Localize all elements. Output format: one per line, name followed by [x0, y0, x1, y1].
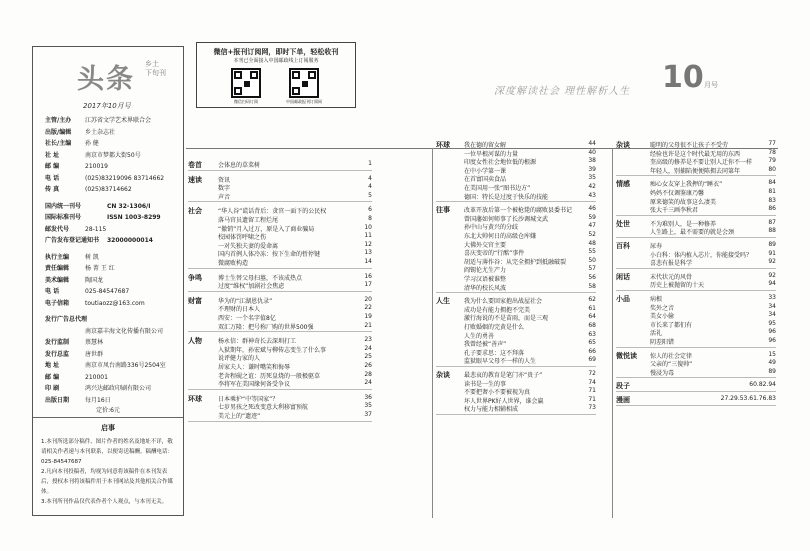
toc-page-number: 61 — [588, 304, 596, 312]
toc-item-title[interactable]: 在中小学第一课 — [464, 167, 507, 175]
masthead-row — [45, 115, 183, 127]
toc-page-number: 10 — [364, 223, 372, 231]
masthead-key — [45, 326, 85, 338]
masthead-row — [45, 349, 183, 361]
masthead-key: 发行广告总代理 — [45, 316, 88, 323]
toc-item-title[interactable]: 小白科：体内植入芯片，你能接受吗？ — [650, 251, 753, 259]
masthead-value: 32000000014 — [107, 237, 153, 244]
masthead-value: 210019 — [85, 163, 108, 170]
toc-section-divider — [436, 292, 596, 293]
toc-item-title[interactable]: 声音 — [218, 193, 231, 201]
masthead-key: 地 址 — [45, 362, 60, 369]
toc-page-number: 89 — [768, 367, 776, 375]
toc-item-title[interactable]: 不要把奢小不要被视为真 — [464, 389, 531, 397]
toc-section-label: 社会 — [188, 207, 202, 216]
masthead-row — [45, 224, 183, 236]
toc-item-title[interactable]: 我曾经被“善声” — [464, 341, 507, 349]
toc-page-number: 72 — [588, 370, 596, 377]
toc-item-title[interactable]: 人生的勇善 — [464, 332, 495, 340]
toc-page-number: 63 — [588, 330, 596, 338]
toc-page-number: 68 — [588, 322, 596, 329]
toc-page-number: 65 — [588, 339, 596, 347]
toc-section-label: 闲话 — [616, 272, 630, 281]
toc-item-title[interactable]: 痴心女友穿上我押的“睡衣” — [650, 181, 723, 189]
toc-item-title[interactable]: 阎锡伦尤生产力 — [464, 267, 507, 275]
toc-item-title[interactable]: 阴差阳错 — [650, 339, 675, 346]
toc-item-title[interactable]: 不理财的日本人 — [218, 306, 261, 314]
toc-section-label: 速读 — [188, 175, 202, 184]
toc-section-divider — [616, 347, 776, 348]
column-divider-1 — [432, 148, 433, 518]
toc-item-title[interactable]: 过度“维权”加剧社会焦虑 — [218, 283, 285, 291]
toc-item-title[interactable]: 改革开放后第一个被枪毙的腐败县委书记 — [464, 207, 573, 215]
masthead-row — [45, 201, 183, 213]
toc-item-title[interactable]: 德国：特长是过度于快乐的技能 — [464, 193, 549, 201]
toc-page-number: 86 — [768, 205, 776, 213]
masthead-row — [45, 298, 183, 310]
toc-item-title[interactable]: 人生路上，最不需要的就是会颈 — [650, 229, 735, 237]
toc-page-number: 28 — [364, 370, 372, 378]
toc-item-title[interactable]: 惊人的社会定律 — [650, 352, 693, 360]
masthead-key: 出版日期 — [45, 396, 70, 404]
toc-item-title[interactable]: 校园体罚呼啸之伤 — [218, 234, 267, 242]
toc-item-title[interactable]: 年轻人，别捕陷便便陈拥去同第年 — [650, 167, 741, 175]
masthead-key: 出版/编辑 — [45, 128, 72, 136]
masthead-row — [45, 161, 183, 173]
masthead-key: 美术编辑 — [45, 276, 70, 284]
toc-page-number: 19 — [364, 313, 372, 320]
toc-section-label: 百科 — [616, 242, 630, 250]
masthead-row — [45, 127, 183, 139]
toc-page-number: 92 — [768, 258, 776, 266]
tagline: 深度解读社会 理性解析人生 — [494, 86, 631, 97]
masthead-row — [45, 138, 183, 150]
toc-section-divider — [188, 291, 372, 292]
masthead-value: 南京嘉丰海文化传播有限公司 — [85, 327, 164, 335]
masthead-key: 印 刷 — [45, 385, 60, 392]
toc-item-title[interactable]: 一对失独夫妻的爱命离 — [218, 242, 279, 250]
toc-item-title[interactable]: 打败婚姻的完黄是什么 — [464, 324, 525, 331]
toc-section-divider — [436, 201, 596, 202]
masthead-value: 鸿兴达邮政印刷有限公司 — [85, 385, 152, 392]
toc-page-number: 87 — [768, 218, 776, 226]
toc-item-title[interactable]: 落马官员遗留工程烂尾 — [218, 217, 279, 224]
toc-page-number: 91 — [768, 249, 776, 257]
toc-page-number: 4 — [368, 183, 372, 191]
masthead-key: 邮 编 — [45, 163, 60, 170]
toc-item-title[interactable]: 大佛外交官主要 — [464, 241, 507, 249]
toc-item-title[interactable]: 入狱期年，孙宏斌与柳传志变生了什么事 — [218, 346, 327, 354]
toc-page-number: 38 — [588, 157, 596, 165]
logo-sub: 乡土 — [145, 60, 159, 68]
column-divider-2 — [612, 148, 613, 518]
toc-item-title[interactable]: 权力与能力相辅相成 — [464, 406, 519, 414]
magazine-logo: 头条 — [77, 64, 135, 95]
masthead-row — [45, 326, 183, 338]
toc-section-divider — [616, 175, 776, 176]
toc-item-title[interactable]: 在美国用一张“图书边方” — [464, 185, 531, 192]
masthead-panel — [32, 46, 184, 516]
toc-page-number: 1 — [368, 160, 372, 167]
toc-page-number: 24 — [364, 379, 372, 387]
toc-page-number: 64 — [588, 313, 596, 321]
masthead-value: 每月16日 — [85, 396, 111, 404]
toc-item-title[interactable]: 市长来了都们有 — [650, 321, 693, 329]
toc-page-number: 48 — [588, 239, 596, 247]
toc-page-number: 71 — [588, 395, 596, 403]
masthead-key: 传 真 — [45, 186, 60, 193]
toc-page-number: 44 — [588, 140, 596, 147]
masthead-value: 江苏省文学艺术界联合会 — [85, 117, 152, 124]
toc-section-divider — [188, 170, 372, 171]
toc-item-title[interactable]: 华为的“江湖恩仇录” — [218, 297, 273, 305]
toc-item-title[interactable]: 居家夫人：谦时嘴笑和侮辱 — [218, 364, 291, 371]
masthead-value: 唐世群 — [85, 350, 104, 358]
toc-page-number: 21 — [364, 321, 372, 329]
toc-page-number: 78 — [768, 148, 776, 156]
masthead-key: 国内统一刊号 — [45, 202, 82, 210]
masthead-key: 电 话 — [45, 174, 60, 182]
toc-page-number: 52 — [588, 231, 596, 238]
masthead-value: 蔡慧林 — [85, 339, 104, 346]
toc-item-title[interactable]: 七岁男孩之死改变意大利移富预航 — [218, 404, 309, 412]
toc-item-title[interactable]: 李将军在美国缘何备受争议 — [218, 381, 291, 389]
toc-section-label: 杂谈 — [616, 141, 630, 149]
toc-page-number: 59 — [588, 213, 596, 221]
toc-item-title[interactable]: “撤销”月入过万，原是入了商业骗局 — [218, 225, 315, 233]
toc-item-title[interactable]: 博士生替父母扫墓，不该成热点 — [218, 274, 303, 282]
toc-item-title[interactable]: 杨永信：群神奇长去深圳打工 — [218, 338, 297, 346]
toc-page-number: 71 — [588, 387, 596, 395]
issue-date: 2017年10月号 — [83, 102, 131, 110]
toc-page-number: 4 — [368, 174, 372, 182]
toc-item-title[interactable]: 父亲的“三傻帅” — [650, 361, 693, 369]
toc-item-title[interactable]: “华人谷”谎话背后：贪官一面下的公民权 — [218, 208, 327, 216]
toc-item-title[interactable]: 国内首例人体冷冻：按下生命的暂停键 — [218, 251, 321, 259]
toc-page-number: 83 — [768, 196, 776, 204]
masthead-value: 孙 健 — [85, 140, 99, 147]
toc-item-title[interactable]: 孙中山与黄兴的分歧 — [464, 224, 519, 232]
toc-page-number: 77 — [768, 140, 776, 147]
qr-caption-2: 中国邮政报刊订阅网 — [286, 99, 322, 104]
toc-section-divider — [188, 421, 372, 422]
toc-item-title[interactable]: 尿寿 — [650, 243, 663, 250]
toc-section-divider — [188, 201, 372, 202]
masthead-key: 广告发布登记通知书 — [45, 237, 100, 244]
toc-page-number: 14 — [364, 258, 372, 265]
toc-item-title[interactable]: 我为什么要回家抱出战屋社会 — [464, 298, 543, 306]
toc-item-title[interactable]: 病根 — [650, 296, 663, 303]
toc-item-title[interactable]: 西安：一个名字值8亿 — [218, 315, 276, 322]
toc-page-number: 84 — [768, 179, 776, 187]
toc-section-divider — [616, 237, 776, 238]
toc-section-label: 情感 — [616, 180, 630, 189]
masthead-row — [45, 372, 183, 384]
toc-section-label: 处世 — [616, 219, 630, 228]
toc-section-divider — [436, 366, 596, 367]
toc-item-title[interactable]: 历史上被抛留的十天 — [650, 282, 705, 290]
toc-item-title[interactable]: 学习汉语被谁整 — [464, 276, 507, 283]
toc-page-number: 39 — [588, 165, 596, 173]
toc-page-number: 66 — [588, 347, 596, 355]
toc-page-number: 37 — [364, 411, 372, 418]
toc-item-title[interactable]: 奖外之音 — [650, 304, 675, 312]
toc-section-divider — [188, 331, 372, 332]
toc-section-label: 段子 — [616, 382, 630, 391]
toc-section-label: 杂谈 — [436, 371, 450, 379]
toc-section-divider — [616, 405, 776, 406]
toc-item-title[interactable]: 原来德笑的故事这么凄美 — [650, 198, 717, 206]
toc-page-number: 26 — [364, 362, 372, 369]
toc-page-number: 96 — [768, 337, 776, 344]
masthead-row — [45, 212, 183, 224]
toc-section-divider — [616, 391, 776, 392]
toc-page-number: 20 — [364, 295, 372, 303]
toc-page-number: 27.29.53.61.76.83 — [720, 395, 776, 402]
masthead-key: 电 话 — [45, 288, 60, 295]
toc-page-number: 24 — [364, 344, 372, 352]
toc-item-title[interactable]: 会体息的草菜树 — [218, 162, 261, 169]
masthead-row — [45, 383, 183, 395]
toc-item-title[interactable]: 在首富国卖食品 — [464, 176, 507, 184]
toc-page-number: 50 — [588, 256, 596, 264]
toc-section-divider — [616, 290, 776, 291]
toc-item-title[interactable]: 资讯 — [218, 176, 231, 184]
masthead-value: toutiaozz@163.com — [85, 299, 145, 307]
toc-item-title[interactable]: 清华的校长风波 — [464, 284, 507, 292]
toc-item-title[interactable]: 美元上的“遗迹” — [218, 413, 261, 420]
toc-page-number: 57 — [588, 265, 596, 273]
toc-page-number: 89 — [768, 241, 776, 248]
toc-item-title[interactable]: 东北大帅何日的高级仓库嫌 — [464, 233, 537, 240]
wechat-qr-code[interactable] — [231, 68, 261, 98]
toc-page-number: 88 — [768, 227, 776, 235]
masthead-row — [45, 150, 183, 162]
masthead-key: 发行总监 — [45, 350, 70, 358]
toc-item-title[interactable]: 双汇万隆：把号称厂购的世界500强 — [218, 323, 314, 331]
masthead-key: 执行主编 — [45, 253, 70, 261]
toc-page-number: 55 — [588, 248, 596, 256]
toc-page-number: 11 — [364, 232, 372, 240]
toc-page-number: 22 — [364, 304, 372, 312]
toc-section-divider — [616, 268, 776, 269]
toc-item-title[interactable]: 数字 — [218, 185, 231, 193]
masthead-key: 邮 编 — [45, 373, 60, 381]
toc-item-title[interactable]: 激行海说的不是苗雨，而是三观 — [464, 315, 549, 323]
subscription-qr-box — [196, 42, 356, 108]
month-unit: 月号 — [704, 81, 718, 89]
masthead-value: 树 凯 — [85, 253, 99, 261]
toc-item-title[interactable]: 张大千三画李秋君 — [650, 207, 699, 215]
masthead-value: 乡土杂志社 — [85, 128, 116, 136]
masthead-key: 国际标准刊号 — [45, 214, 82, 221]
toc-section-label: 往事 — [436, 206, 450, 215]
toc-item-title[interactable]: 读书是一生的事 — [464, 380, 507, 388]
masthead-value: ISSN 1003-8299 — [107, 214, 161, 221]
toc-item-title[interactable]: 美女小偷 — [650, 313, 675, 321]
postal-qr-code[interactable] — [289, 68, 319, 98]
masthead-row — [45, 173, 183, 185]
toc-page-number: 12 — [364, 240, 372, 248]
toc-page-number: 60.82.94 — [749, 381, 776, 389]
toc-page-number: 34 — [768, 311, 776, 319]
toc-section-label: 卷首 — [188, 161, 202, 169]
masthead-value — [107, 314, 183, 326]
toc-section-label: 微悦读 — [616, 351, 637, 360]
toc-section-divider — [188, 389, 372, 390]
toc-page-number: 16 — [364, 272, 372, 280]
masthead-key: 电子信箱 — [45, 299, 70, 307]
notice-title: 启事 — [101, 424, 115, 432]
toc-page-number: 56 — [588, 274, 596, 281]
toc-page-number: 40 — [588, 148, 596, 156]
toc-item-title[interactable]: 成功是有能力拥抱不完美 — [464, 306, 531, 314]
toc-item-title[interactable]: 经验也许是这个时代最无用的东西 — [650, 150, 741, 158]
masthead-value: 210001 — [85, 373, 108, 381]
toc-page-number: 13 — [364, 249, 372, 257]
masthead-key: 责任编辑 — [45, 265, 70, 272]
toc-section-label: 环球 — [436, 141, 450, 149]
month-number: 10 — [662, 60, 704, 95]
divider — [33, 417, 183, 418]
toc-page-number: 94 — [768, 280, 776, 288]
masthead-value: (025)83219096 83714662 — [85, 174, 165, 182]
toc-page-number: 43 — [588, 191, 596, 199]
toc-page-number: 8 — [368, 215, 372, 222]
masthead-value: 杨 菁 王 红 — [85, 265, 115, 272]
masthead-row — [45, 235, 183, 247]
toc-section-label: 财富 — [188, 296, 202, 305]
toc-page-number: 79 — [768, 157, 776, 165]
toc-item-title[interactable]: 坏人世界PK好人世界，谁会赢 — [464, 397, 544, 405]
qr-caption-1: 微信扫码订阅 — [234, 99, 258, 104]
masthead-credits — [45, 115, 183, 406]
toc-item-title[interactable]: 老舍程砚之谊：历死皇烧的一般极驱草 — [218, 372, 321, 380]
masthead-row — [45, 286, 183, 298]
toc-item-title[interactable]: 活礼 — [650, 330, 663, 338]
masthead-row — [45, 252, 183, 264]
masthead-row — [45, 337, 183, 349]
toc-page-number: 58 — [588, 282, 596, 290]
toc-item-title[interactable]: 一位旱根河谋的力量 — [464, 150, 519, 158]
toc-item-title[interactable]: 印度女性社会地位低的根源 — [464, 159, 537, 167]
toc-page-number: 47 — [588, 222, 596, 230]
toc-page-number: 49 — [768, 359, 776, 367]
toc-item-title[interactable]: 曾国藩如何师事了长沙调城文武 — [464, 215, 549, 223]
toc-page-number: 23 — [364, 336, 372, 344]
toc-item-title[interactable]: 说评健力家的人 — [218, 355, 261, 363]
qr-subtitle: 本刊已全面接入中国邮政线上订阅服务 — [233, 58, 319, 64]
toc-page-number: 95 — [768, 319, 776, 327]
masthead-key: 发行监制 — [45, 339, 70, 346]
toc-item-title[interactable]: 最悲哀的教育是笔门亦“贵子” — [464, 372, 543, 379]
toc-section-label: 人物 — [188, 337, 202, 346]
toc-item-title[interactable]: 微腐败构造 — [218, 260, 249, 267]
masthead-key: 主管/主办 — [45, 117, 72, 124]
masthead-key: 社 址 — [45, 151, 60, 159]
masthead-key: 社长/主编 — [45, 140, 72, 147]
masthead-value: 南京市梦都大街50号 — [85, 151, 141, 159]
masthead-value: 陶国龙 — [85, 276, 104, 284]
toc-item-title[interactable]: 监狱眼早父母不一样的人生 — [464, 358, 537, 366]
toc-page-number: 69 — [588, 356, 596, 364]
masthead-value: CN 32-1306/I — [107, 202, 151, 210]
toc-item-title[interactable]: 日本乘护“中等国家”？ — [218, 395, 279, 403]
toc-item-title[interactable]: 胡适与薄作谷：从完全拥护到抵融破裂 — [464, 258, 567, 266]
toc-section-label: 争鸣 — [188, 273, 202, 282]
toc-section-divider — [616, 377, 776, 378]
toc-section-divider — [188, 268, 372, 269]
toc-page-number: 34 — [768, 302, 776, 310]
toc-page-number: 15 — [768, 350, 776, 358]
qr-title: 微信+报刊订阅网，即时下单，轻松收刊 — [213, 48, 339, 56]
toc-item-title[interactable]: 奎高级的修养是不要让别人迁你不一样 — [650, 159, 753, 167]
masthead-row — [45, 314, 183, 326]
toc-item-title[interactable]: 喜庆变帝的“行酩”事件 — [464, 250, 525, 258]
masthead-value: 025-84547687 — [85, 288, 130, 295]
toc-section-divider — [436, 414, 596, 415]
toc-page-number: 81 — [768, 188, 776, 195]
toc-section-divider — [616, 215, 776, 216]
masthead-row — [45, 184, 183, 196]
toc-page-number: 46 — [588, 205, 596, 213]
toc-page-number: 33 — [768, 294, 776, 301]
masthead-row — [45, 360, 183, 372]
toc-item-title[interactable]: 聪明的父母很不让孩子不受劳 — [650, 142, 729, 149]
toc-page-number: 73 — [588, 404, 596, 412]
notice-text: 1.本刊所选部分稿件、图片作者的姓名及地址不详，敬请相关作者速与本刊联系，以便寄送稿酬。稿酬电话：025-84547687 2.凡向本刊投稿者，均视为同意将该稿件在本刊发表后，授权本刊将该稿件用于本刊网站及其他相关合作媒体。 3.本刊所刊作品仅代表作者个人观点，与本刊无关。 — [41, 439, 174, 505]
toc-section-label: 小品 — [616, 295, 630, 303]
masthead-key: 邮发代号 — [45, 225, 70, 233]
toc-page-number: 36 — [364, 393, 372, 401]
masthead-row — [45, 263, 183, 275]
toc-page-number: 92 — [768, 271, 776, 279]
toc-item-title[interactable]: 喜悲有报是科学 — [650, 260, 693, 268]
toc-page-number: 80 — [768, 165, 776, 173]
masthead-value: 28-115 — [85, 225, 107, 233]
toc-section-label: 环球 — [188, 394, 202, 403]
price: 定价:6元 — [96, 407, 120, 414]
toc-item-title[interactable]: 妈妈不仅调鉴康乃馨 — [650, 190, 705, 197]
toc-page-number: 17 — [364, 281, 372, 289]
toc-page-number: 42 — [588, 183, 596, 190]
toc-page-number: 35 — [588, 174, 596, 182]
toc-page-number: 25 — [364, 353, 372, 361]
toc-item-title[interactable]: 孔子要求思：这不拜落 — [464, 349, 525, 357]
toc-page-number: 35 — [364, 402, 372, 410]
toc-page-number: 74 — [588, 378, 596, 386]
toc-item-title[interactable]: 我在德的留女解 — [464, 142, 507, 149]
toc-item-title[interactable]: 末代状元的风骨 — [650, 273, 693, 281]
toc-section-label: 漫画 — [616, 396, 630, 404]
toc-page-number: 5 — [368, 191, 372, 199]
logo-subtitle — [145, 60, 166, 78]
toc-section-label: 人生 — [436, 297, 450, 306]
toc-item-title[interactable]: 不为难别人，是一种修养 — [650, 220, 717, 228]
toc-page-number: 96 — [768, 328, 776, 336]
logo-sub2: 下旬刊 — [145, 69, 166, 77]
masthead-value: 南京市凤台南路336号2504室 — [85, 362, 166, 369]
masthead-value: (025)83714662 — [85, 186, 132, 193]
toc-page-number: 62 — [588, 296, 596, 304]
toc-page-number: 6 — [368, 206, 372, 214]
masthead-row — [45, 275, 183, 287]
toc-item-title[interactable]: 慢浸为毒 — [650, 369, 675, 377]
